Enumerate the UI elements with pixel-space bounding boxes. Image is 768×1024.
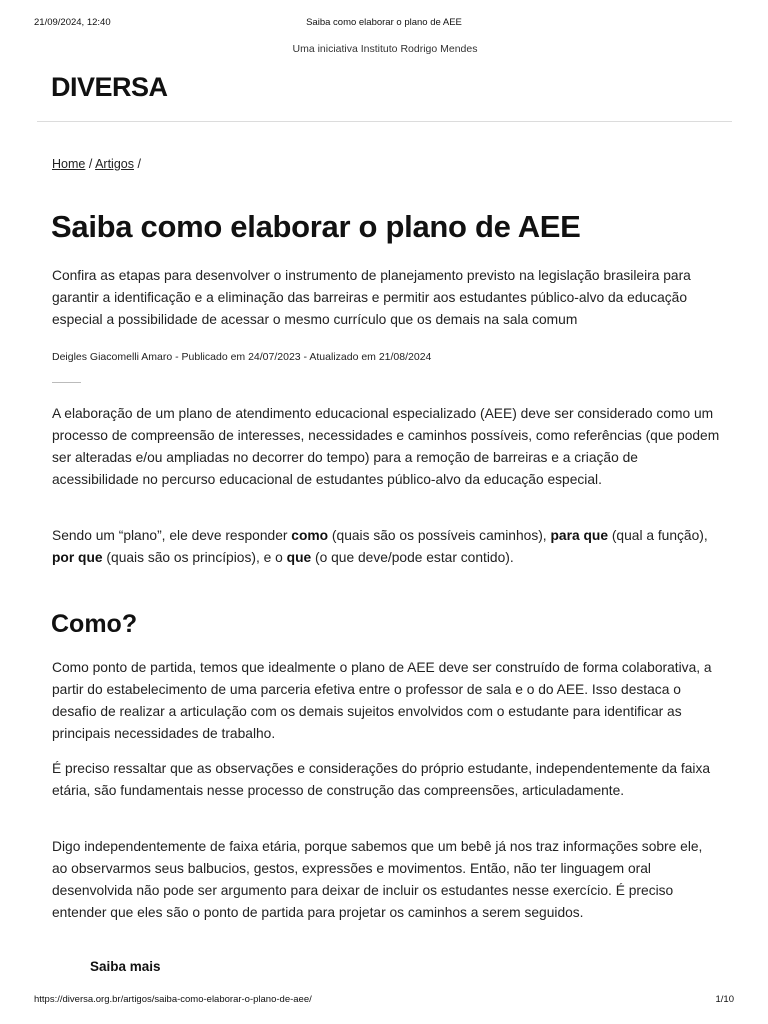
header-divider [37,121,732,122]
print-datetime: 21/09/2024, 12:40 [34,17,111,28]
emphasis-por-que: por que [52,550,103,565]
emphasis-para-que: para que [550,528,608,543]
text-run: (quais são os possíveis caminhos), [328,528,551,543]
site-tagline: Uma iniciativa Instituto Rodrigo Mendes [292,43,478,55]
byline-divider [52,382,81,383]
saiba-mais-heading: Saiba mais [90,959,161,974]
text-run: (qual a função), [608,528,708,543]
print-url: https://diversa.org.br/artigos/saiba-como-elaborar-o-plano-de-aee/ [34,994,312,1005]
text-run: Sendo um “plano”, ele deve responder [52,528,292,543]
text-run: (quais são os princípios), e o [102,550,287,565]
print-page-title: Saiba como elaborar o plano de AEE [306,17,462,28]
breadcrumb-separator: / [133,157,141,171]
breadcrumb-articles-link[interactable]: Artigos [95,157,134,171]
article-paragraph-4: É preciso ressaltar que as observações e considerações do próprio estudante, independentemente da faixa etária, são fundamentais nesse processo de construção das compreensões, articuladamente. [52,761,711,798]
print-footer [0,994,768,1008]
article-paragraph-3: Como ponto de partida, temos que idealmente o plano de AEE deve ser construído de forma colaborativa, a partir do estabelecimento de uma parceria efetiva entre o professor de sala e o do AEE. Isso destaca o desafio de realizar a articulação com os demais sujeitos envolvidos com o estudante para identificar as principais necessidades de trabalho. [52,660,712,741]
print-header [0,17,768,31]
breadcrumb [52,157,141,171]
section-heading-como: Como? [51,610,138,638]
article-paragraph-5: Digo independentemente de faixa etária, porque sabemos que um bebê já nos traz informações sobre ele, ao observarmos seus balbucios, gestos, expressões e movimentos. Então, não ter linguagem oral desenvolvida não pode ser argumento para deixar de incluir os estudantes nesse exercício. É preciso entender que eles são o ponto de partida para projetar os caminhos a serem seguidos. [52,839,703,920]
article-byline: Deigles Giacomelli Amaro - Publicado em 24/07/2023 - Atualizado em 21/08/2024 [52,351,432,363]
breadcrumb-separator: / [85,157,96,171]
site-logo[interactable]: DIVERSA [51,72,168,102]
print-page-number: 1/10 [715,994,734,1005]
text-run: (o que deve/pode estar contido). [311,550,514,565]
emphasis-que: que [286,550,312,565]
emphasis-como: como [291,528,329,543]
article-paragraph-2 [52,525,720,569]
article-paragraph-1: A elaboração de um plano de atendimento educacional especializado (AEE) deve ser considerado como um processo de compreensão de interesses, necessidades e caminhos possíveis, como referências (que podem ser alteradas e/ou ampliadas no decorrer do tempo) para a remoção de barreiras e a criação de acessibilidade no percurso educacional de estudantes público-alvo da educação especial. [52,406,720,487]
breadcrumb-home-link[interactable]: Home [52,157,86,171]
article-title: Saiba como elaborar o plano de AEE [51,209,581,244]
article-lead: Confira as etapas para desenvolver o instrumento de planejamento previsto na legislação brasileira para garantir a identificação e a eliminação das barreiras e permitir aos estudantes público-alvo da educação especial a possibilidade de acessar o mesmo currículo que os demais na sala comum [52,268,691,327]
